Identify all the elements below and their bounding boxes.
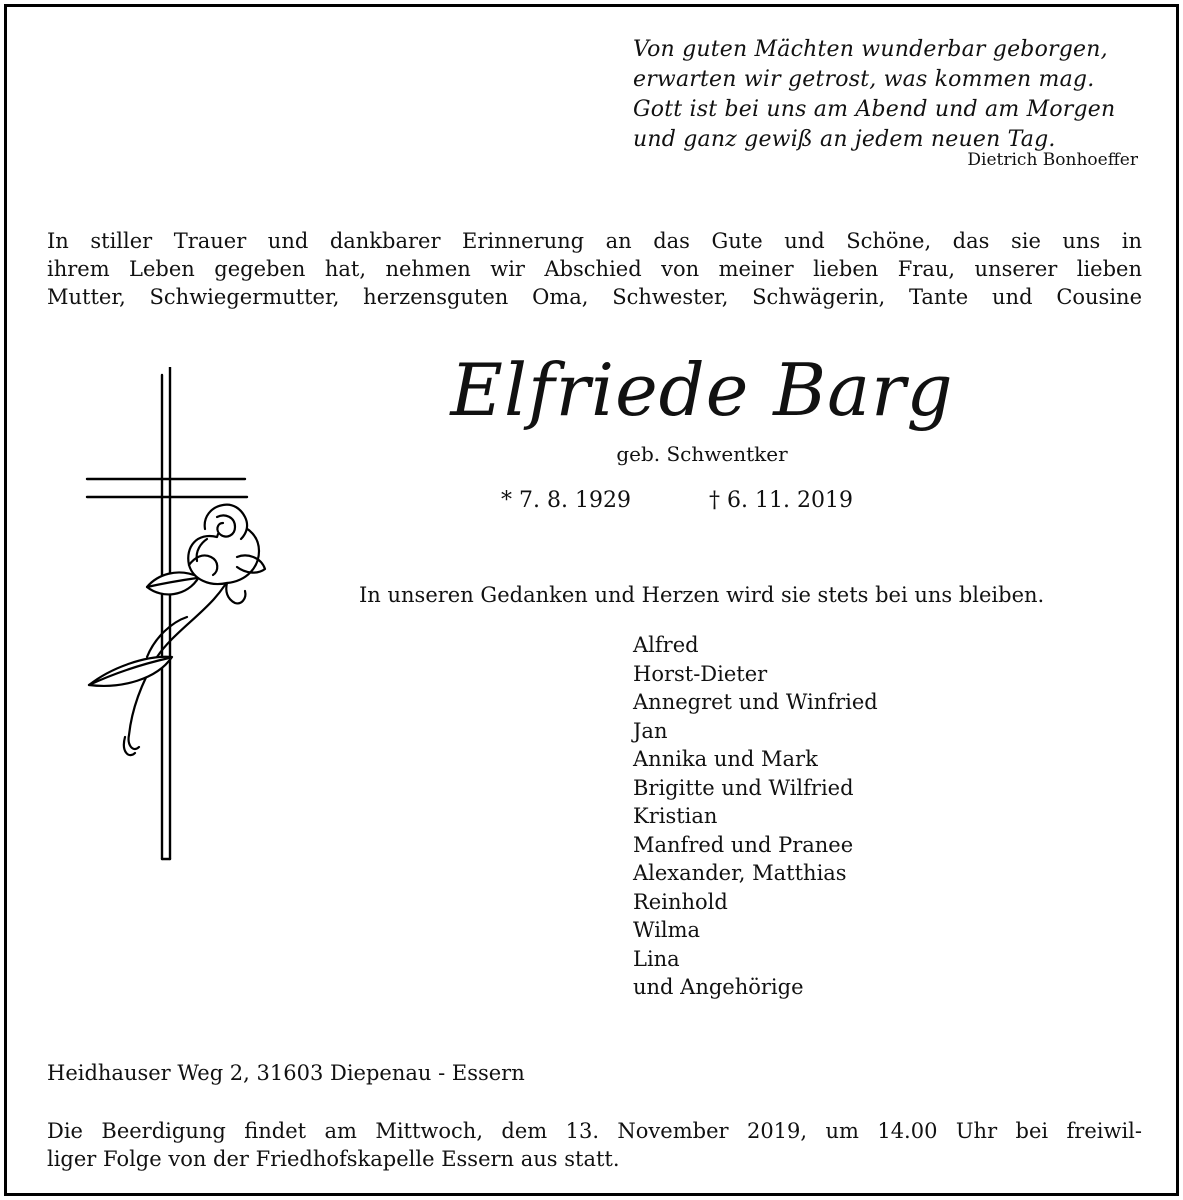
mourner-name: Annegret und Winfried xyxy=(633,690,878,714)
birth-date: * 7. 8. 1929 xyxy=(501,488,631,513)
bonhoeffer-quote xyxy=(633,35,1153,155)
mourner-name: Jan xyxy=(633,718,668,743)
mourner-name: Lina xyxy=(633,946,680,971)
intro-line: ihrem Leben gegeben hat, nehmen wir Abschied von meiner lieben Frau, unserer lieben xyxy=(47,257,1142,281)
mourner-name: und Angehörige xyxy=(633,975,804,999)
mourner-name: Alexander, Matthias xyxy=(633,861,847,885)
quote-line: Gott ist bei uns am Abend und am Morgen xyxy=(633,97,1116,122)
funeral-details xyxy=(47,1117,1142,1173)
quote-line: und ganz gewiß an jedem neuen Tag. xyxy=(633,127,1056,152)
quote-author: Dietrich Bonhoeffer xyxy=(967,150,1138,170)
mourners-list xyxy=(633,631,878,1002)
mourner-name: Annika und Mark xyxy=(633,747,818,771)
mourner-name: Manfred und Pranee xyxy=(633,832,854,857)
mourner-name: Wilma xyxy=(633,918,701,942)
cross-with-rose-emblem xyxy=(77,367,277,867)
mourner-name: Brigitte und Wilfried xyxy=(633,775,854,800)
obituary-notice xyxy=(4,4,1179,1196)
rose-icon xyxy=(89,505,265,756)
intro-line: Mutter, Schwiegermutter, herzensguten Oma, Schwester, Schwägerin, Tante und Cousine xyxy=(47,285,1142,309)
mourner-name: Reinhold xyxy=(633,889,728,914)
mourner-name: Horst-Dieter xyxy=(633,661,768,686)
intro-line: In stiller Trauer und dankbarer Erinnerung an das Gute und Schöne, das sie uns in xyxy=(47,229,1142,253)
mourner-name: Alfred xyxy=(633,633,699,657)
remembrance-line: In unseren Gedanken und Herzen wird sie stets bei uns bleiben. xyxy=(359,583,1045,607)
funeral-line: Die Beerdigung findet am Mittwoch, dem 13. November 2019, um 14.00 Uhr bei freiwil- xyxy=(47,1119,1142,1143)
family-address: Heidhauser Weg 2, 31603 Diepenau - Essern xyxy=(47,1061,525,1085)
mourner-name: Kristian xyxy=(633,804,718,828)
quote-line: erwarten wir getrost, was kommen mag. xyxy=(633,67,1095,92)
maiden-name: geb. Schwentker xyxy=(616,442,788,466)
intro-text xyxy=(47,227,1142,311)
cross-icon xyxy=(87,367,247,859)
deceased-name: Elfriede Barg xyxy=(450,348,954,432)
quote-line: Von guten Mächten wunderbar geborgen, xyxy=(633,37,1108,62)
funeral-line: liger Folge von der Friedhofskapelle Essern aus statt. xyxy=(47,1147,620,1171)
death-date: † 6. 11. 2019 xyxy=(709,488,853,513)
